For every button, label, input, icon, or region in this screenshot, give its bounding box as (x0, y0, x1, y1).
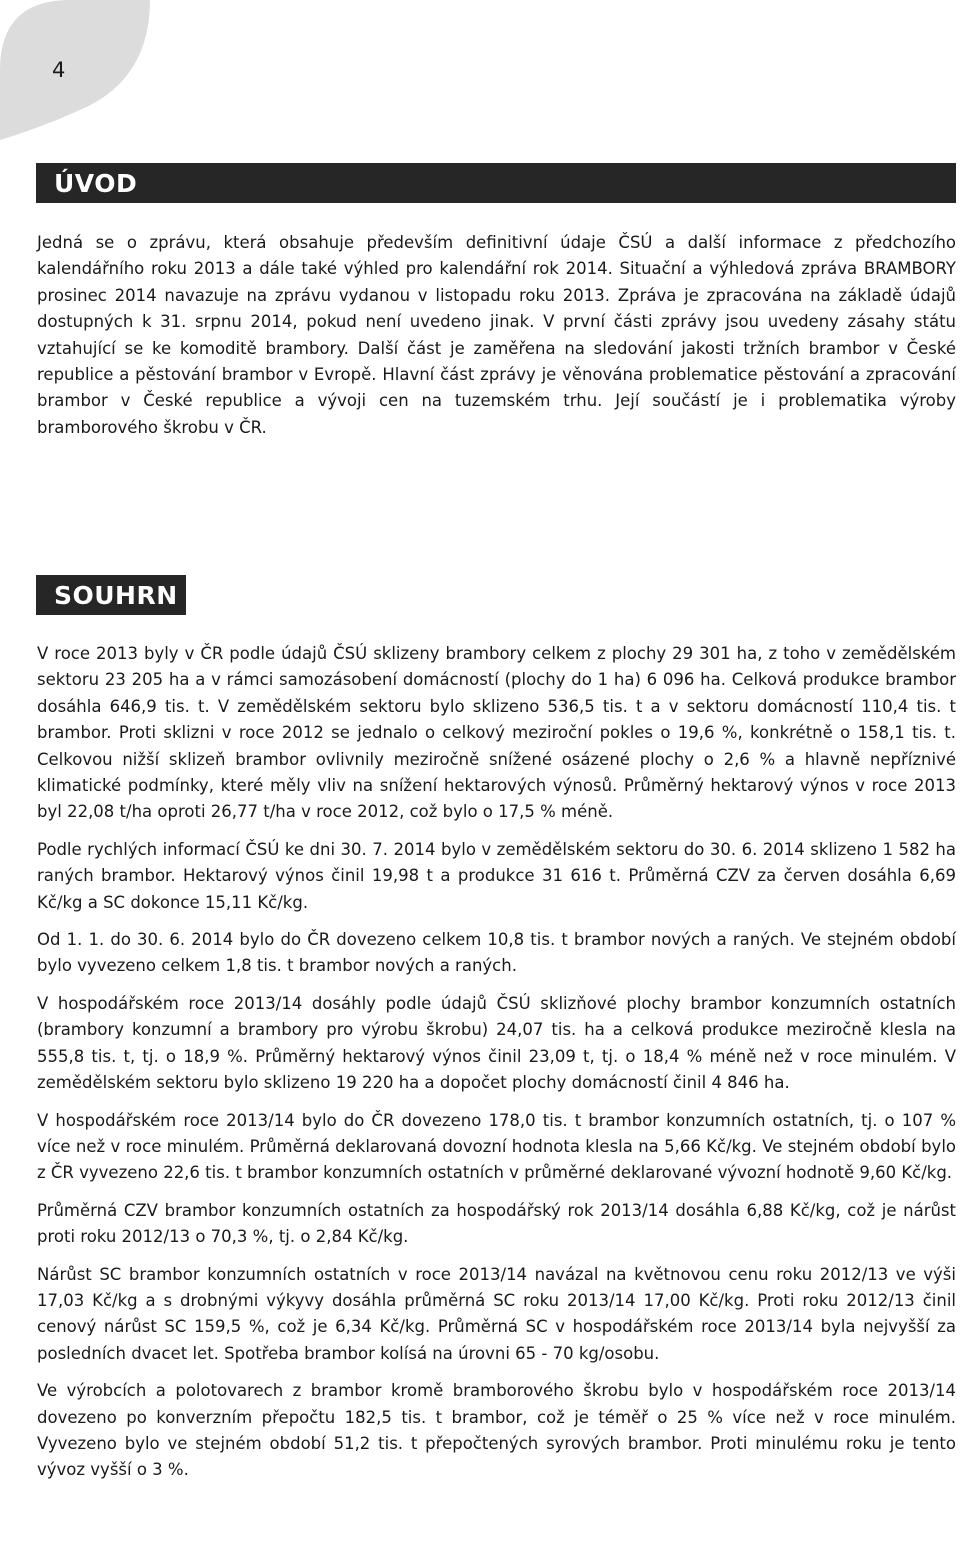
souhrn-heading-bar (36, 575, 186, 615)
page-corner-tab (0, 0, 150, 140)
page-number: 4 (52, 58, 66, 82)
uvod-paragraph: Jedná se o zprávu, která obsahuje především definitivní údaje ČSÚ a další informace z předchozího kalendářního roku 2013 a dále také výhled pro kalendářní rok 2014. Situační a výhledová zpráva BRAMBORY prosinec 2014 navazuje na zprávu vydanou v listopadu roku 2013. Zpráva je zpracována na základě údajů dostupných k 31. srpnu 2014, pokud není uvedeno jinak. V první části zprávy jsou uvedeny zásahy státu vztahující se ke komoditě brambory. Další část je zaměřena na sledování jakosti tržních brambor v České republice a pěstování brambor v Evropě. Hlavní část zprávy je věnována problematice pěstování a zpracování brambor v České republice a vývoji cen na tuzemském trhu. Její součástí je i problematika výroby bramborového škrobu v ČR. (37, 233, 956, 437)
uvod-heading: ÚVOD (54, 169, 138, 198)
uvod-text (37, 230, 956, 441)
souhrn-paragraph: Podle rychlých informací ČSÚ ke dni 30. 7. 2014 bylo v zemědělském sektoru do 30. 6. 2014 sklizeno 1 582 ha raných brambor. Hektarový výnos činil 19,98 t a produkce 31 616 t. Průměrná CZV za červen dosáhla 6,69 Kč/kg a SC dokonce 15,11 Kč/kg. (37, 839, 956, 912)
souhrn-paragraph: V roce 2013 byly v ČR podle údajů ČSÚ sklizeny brambory celkem z plochy 29 301 ha, z toho v zemědělském sektoru 23 205 ha a v rámci samozásobení domácností (plochy do 1 ha) 6 096 ha. Celková produkce brambor dosáhla 646,9 tis. t. V zemědělském sektoru bylo sklizeno 536,5 tis. t a v sektoru domácností 110,4 tis. t brambor. Proti sklizni v roce 2012 se jednalo o celkový meziroční pokles o 19,6 %, konkrétně o 158,1 tis. t. Celkovou nižší sklizeň brambor ovlivnily meziročně snížené osázené plochy o 2,6 % a hlavně nepříznivé klimatické podmínky, které měly vliv na snížení hektarových výnosů. Průměrný hektarový výnos v roce 2013 byl 22,08 t/ha oproti 26,77 t/ha v roce 2012, což bylo o 17,5 % méně. (37, 644, 956, 822)
uvod-heading-bar (36, 163, 956, 203)
souhrn-text (37, 641, 956, 1495)
souhrn-paragraph: Od 1. 1. do 30. 6. 2014 bylo do ČR dovezeno celkem 10,8 tis. t brambor nových a raných. Ve stejném období bylo vyvezeno celkem 1,8 tis. t brambor nových a raných. (37, 930, 956, 976)
souhrn-paragraph: Nárůst SC brambor konzumních ostatních v roce 2013/14 navázal na květnovou cenu roku 2012/13 ve výši 17,03 Kč/kg a s drobnými výkyvy dosáhla průměrná SC roku 2013/14 17,00 Kč/kg. Proti roku 2012/13 činil cenový nárůst SC 159,5 %, což je 6,34 Kč/kg. Průměrná SC v hospodářském roce 2013/14 byla nejvyšší za posledních dvacet let. Spotřeba brambor kolísá na úrovni 65 - 70 kg/osobu. (37, 1264, 956, 1363)
souhrn-paragraph: V hospodářském roce 2013/14 dosáhly podle údajů ČSÚ sklizňové plochy brambor konzumních ostatních (brambory konzumní a brambory pro výrobu škrobu) 24,07 tis. ha a celková produkce meziročně klesla na 555,8 tis. t, tj. o 18,9 %. Průměrný hektarový výnos činil 23,09 t, tj. o 18,4 % méně než v roce minulém. V zemědělském sektoru bylo sklizeno 19 220 ha a dopočet plochy domácností činil 4 846 ha. (37, 993, 956, 1093)
souhrn-paragraph: Průměrná CZV brambor konzumních ostatních za hospodářský rok 2013/14 dosáhla 6,88 Kč/kg, což je nárůst proti roku 2012/13 o 70,3 %, tj. o 2,84 Kč/kg. (37, 1200, 956, 1247)
souhrn-paragraph: V hospodářském roce 2013/14 bylo do ČR dovezeno 178,0 tis. t brambor konzumních ostatních, tj. o 107 % více než v roce minulém. Průměrná deklarovaná dovozní hodnota klesla na 5,66 Kč/kg. Ve stejném období bylo z ČR vyvezeno 22,6 tis. t brambor konzumních ostatních v průměrné deklarované vývozní hodnotě 9,60 Kč/kg. (37, 1110, 956, 1183)
souhrn-heading: SOUHRN (54, 581, 178, 610)
souhrn-paragraph: Ve výrobcích a polotovarech z brambor kromě bramborového škrobu bylo v hospodářském roce 2013/14 dovezeno po konverzním přepočtu 182,5 tis. t brambor, což je téměř o 25 % více než v roce minulém. Vyvezeno bylo ve stejném období 51,2 tis. t přepočtených syrových brambor. Proti minulému roku je tento vývoz vyšší o 3 %. (37, 1381, 956, 1480)
